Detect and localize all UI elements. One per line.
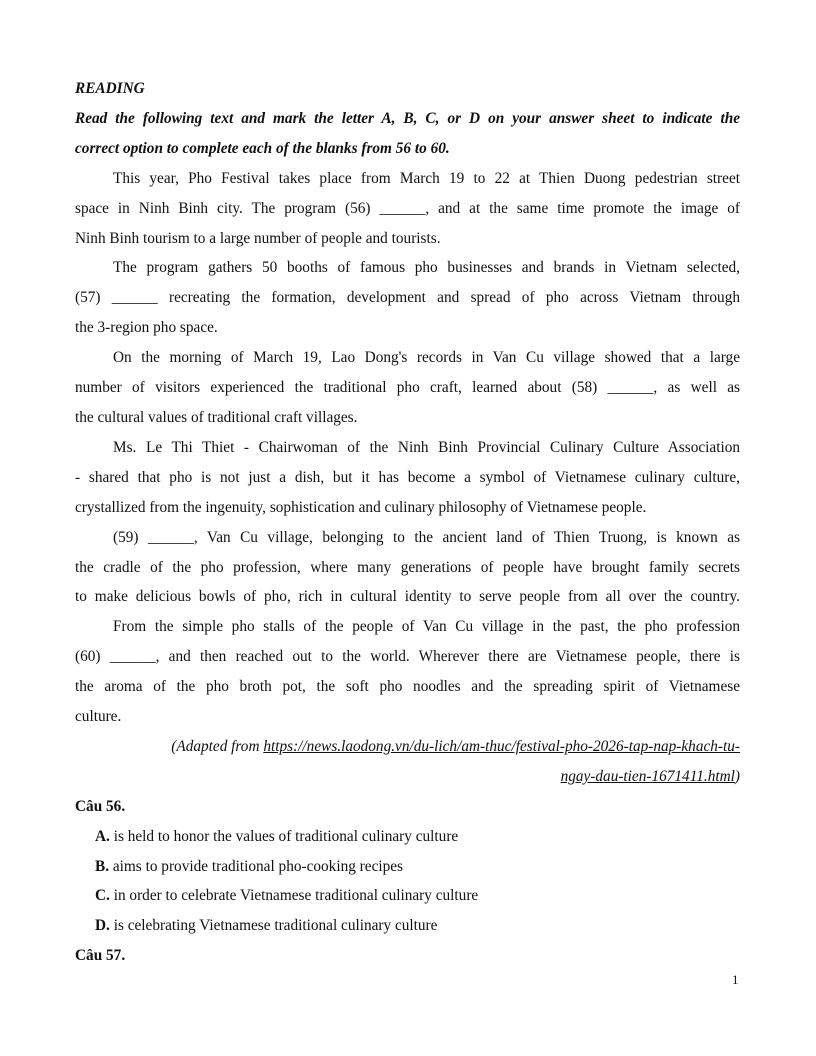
question-57-label: Câu 57.	[75, 947, 126, 965]
paragraph-2-line-1: The program gathers 50 booths of famous pho businesses and brands in Vietnam selected,	[113, 259, 740, 277]
section-heading: READING	[75, 80, 145, 97]
question-56-option-c	[75, 881, 740, 911]
paragraph-2-line-2: (57) ______ recreating the formation, development and spread of pho across Vietnam through	[75, 289, 740, 307]
option-text: aims to provide traditional pho-cooking recipes	[112, 857, 403, 875]
paragraph-3-line-1: On the morning of March 19, Lao Dong's records in Van Cu village showed that a large	[113, 349, 740, 367]
paragraph-4-line-3: crystallized from the ingenuity, sophistication and culinary philosophy of Vietnamese people.	[75, 498, 647, 516]
option-letter: B.	[95, 857, 110, 875]
option-letter: D.	[95, 917, 110, 935]
paragraph-5-line-2: the cradle of the pho profession, where many generations of people have brought family secrets	[75, 558, 740, 576]
source-citation-line-2	[75, 762, 740, 792]
document-page	[75, 74, 740, 971]
question-56-option-d	[75, 911, 740, 941]
paragraph-6-line-3: the aroma of the pho broth pot, the soft pho noodles and the spreading spirit of Vietnamese	[75, 678, 740, 696]
paragraph-1-line-3: Ninh Binh tourism to a large number of people and tourists.	[75, 229, 441, 247]
question-56-label: Câu 56.	[75, 797, 126, 815]
paragraph-5-line-3: to make delicious bowls of pho, rich in cultural identity to serve people from all over the country.	[75, 588, 740, 606]
option-letter: C.	[95, 887, 110, 905]
paragraph-1-line-1: This year, Pho Festival takes place from March 19 to 22 at Thien Duong pedestrian street	[113, 169, 740, 187]
paragraph-3-line-2: number of visitors experienced the traditional pho craft, learned about (58) ______, as well as	[75, 379, 740, 397]
paragraph-5-line-1: (59) ______, Van Cu village, belonging to the ancient land of Thien Truong, is known as	[113, 528, 740, 546]
question-56-option-a	[75, 822, 740, 852]
paragraph-6-line-1: From the simple pho stalls of the people of Van Cu village in the past, the pho profession	[113, 618, 740, 636]
instruction-line-1: Read the following text and mark the letter A, B, C, or D on your answer sheet to indicate the	[75, 109, 740, 127]
option-text: in order to celebrate Vietnamese traditional culinary culture	[113, 887, 479, 905]
source-citation-line-1	[75, 732, 740, 762]
source-suffix: )	[734, 767, 740, 785]
option-letter: A.	[95, 827, 110, 845]
source-link-continued[interactable]: ngay-dau-tien-1671411.html	[560, 767, 735, 785]
paragraph-6-line-4: culture.	[75, 708, 122, 726]
option-text: is held to honor the values of traditional culinary culture	[113, 827, 459, 845]
question-56-option-b	[75, 852, 740, 882]
page-number: 1	[732, 972, 739, 987]
paragraph-4-line-1: Ms. Le Thi Thiet - Chairwoman of the Ninh Binh Provincial Culinary Culture Association	[113, 438, 740, 456]
source-link[interactable]: https://news.laodong.vn/du-lich/am-thuc/festival-pho-2026-tap-nap-khach-tu-	[263, 737, 740, 755]
source-prefix: (Adapted from	[171, 737, 264, 755]
instruction-line-2: correct option to complete each of the blanks from 56 to 60.	[75, 139, 450, 157]
option-text: is celebrating Vietnamese traditional culinary culture	[113, 917, 438, 935]
paragraph-6-line-2: (60) ______, and then reached out to the world. Wherever there are Vietnamese people, there is	[75, 648, 740, 666]
paragraph-3-line-3: the cultural values of traditional craft villages.	[75, 408, 358, 426]
paragraph-1-line-2: space in Ninh Binh city. The program (56) ______, and at the same time promote the image of	[75, 199, 740, 217]
paragraph-4-line-2: - shared that pho is not just a dish, but it has become a symbol of Vietnamese culinary culture,	[75, 468, 740, 486]
paragraph-2-line-3: the 3-region pho space.	[75, 319, 218, 337]
